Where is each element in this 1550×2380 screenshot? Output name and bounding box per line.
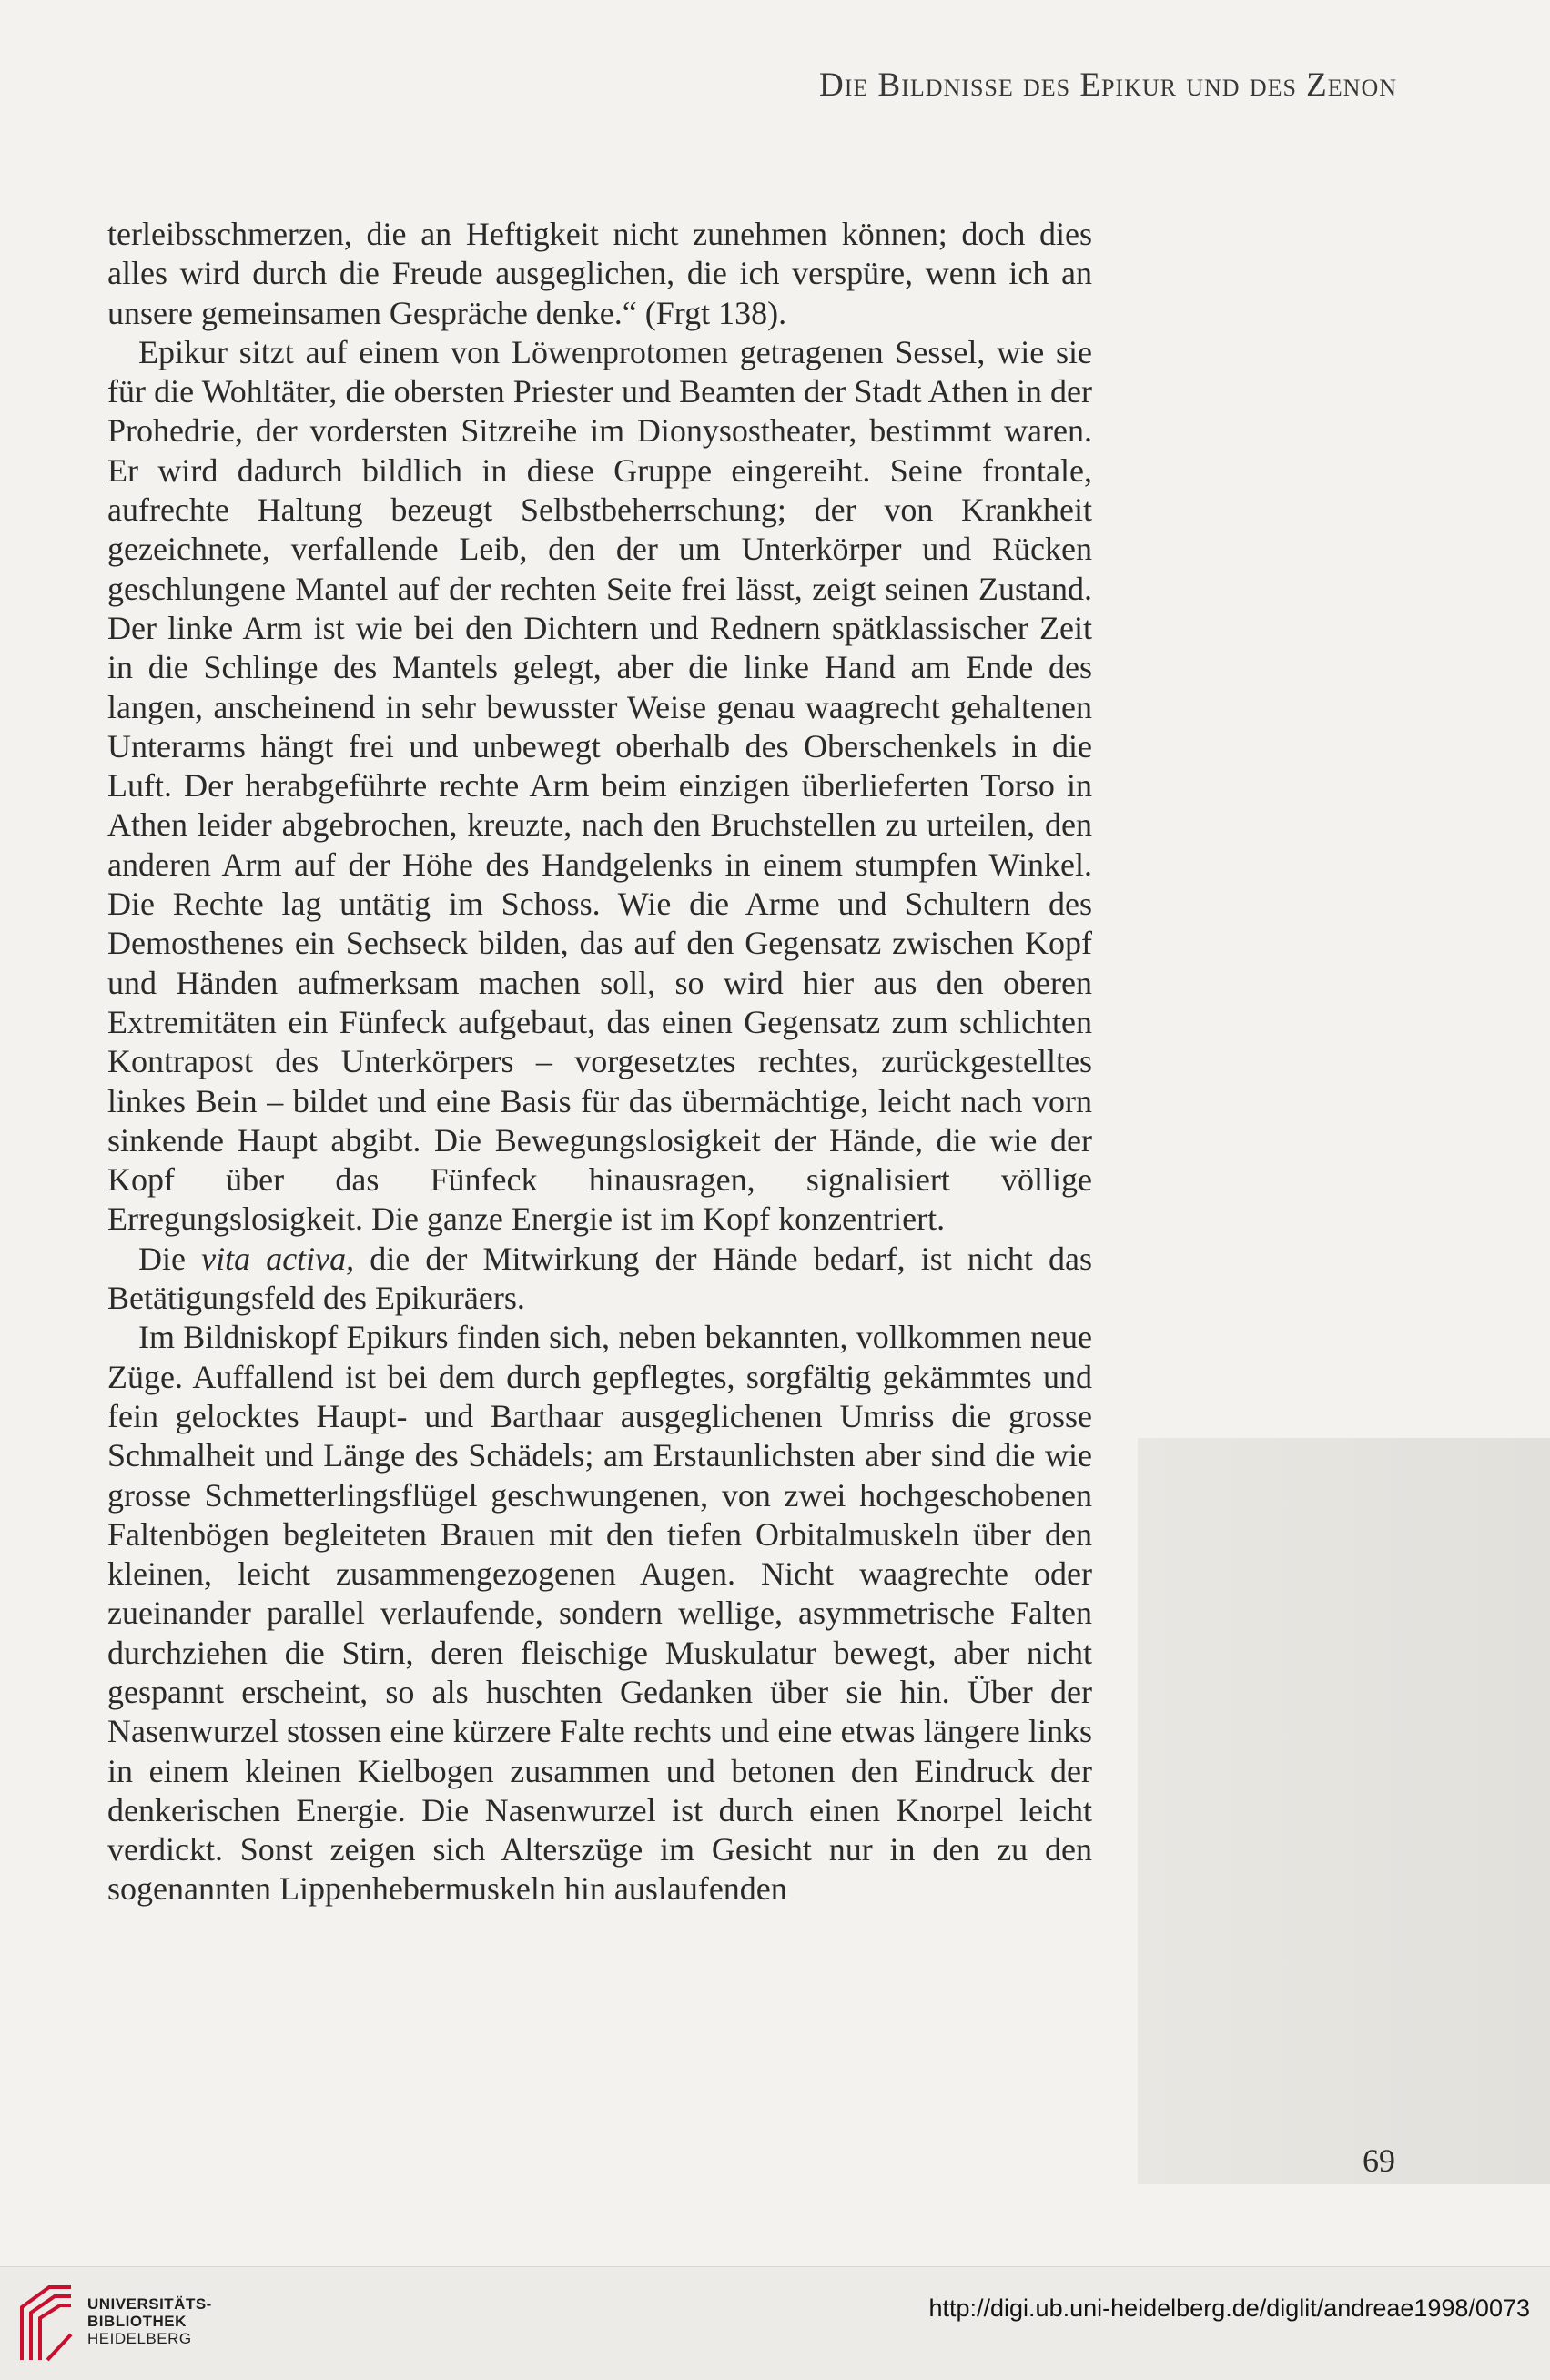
library-name-line3: HEIDELBERG — [87, 2330, 192, 2347]
paragraph-2: Epikur sitzt auf einem von Löwenprotomen getragenen Sessel, wie sie für die Wohltäter, die obersten Priester und Beamten der Stadt Athen in der Prohedrie, der vordersten Sitzreihe im Dionysostheater, bestimmt waren. Er wird dadurch bildlich in diese Gruppe eingereiht. Seine frontale, aufrechte Haltung bezeugt Selbstbeherrschung; der von Krankheit gezeichnete, verfallende Leib, den der um Unterkörper und Rücken geschlungene Mantel auf der rechten Seite frei lässt, zeigt seinen Zustand. Der linke Arm ist wie bei den Dichtern und Rednern spätklassischer Zeit in die Schlinge des Mantels gelegt, aber die linke Hand am Ende des langen, anscheinend in sehr bewusster Weise genau waagrecht gehaltenen Unterarms hängt frei und unbewegt oberhalb des Oberschenkels in die Luft. Der herabgeführte rechte Arm beim einzigen überlieferten Torso in Athen leider abgebrochen, kreuzte, nach den Bruchstellen zu urteilen, den anderen Arm auf der Höhe des Handgelenks in einem stumpfen Winkel. Die Rechte lag untätig im Schoss. Wie die Arme und Schultern des Demosthenes ein Sechseck bilden, das auf den Gegensatz zwischen Kopf und Händen aufmerksam machen soll, so wird hier aus den oberen Extremitäten ein Fünfeck aufgebaut, das einen Gegensatz zum schlichten Kontrapost des Unterkörpers – vorgesetztes rechtes, zurückgestelltes linkes Bein – bildet und eine Basis für das übermächtige, leicht nach vorn sinkende Haupt abgibt. Die Bewegungslosigkeit der Hände, die wie der Kopf über das Fünfeck hinausragen, signalisiert völlige Erregungslosigkeit. Die ganze Energie ist im Kopf konzentriert. — [107, 333, 1092, 1238]
footer-bar — [0, 2266, 1550, 2380]
paragraph-3-rest: die der Mitwirkung der Hände bedarf, ist nicht das Betätigungsfeld des Epikuräers. — [107, 1240, 1092, 1317]
logo-stroke-diagonal — [47, 2334, 71, 2360]
paragraph-3-lead: Die — [138, 1240, 202, 1277]
library-name-line2: BIBLIOTHEK — [87, 2313, 187, 2330]
italic-term: vita activa, — [201, 1240, 355, 1277]
page-edge-shadow — [1138, 1438, 1550, 2184]
paragraph-4: Im Bildniskopf Epikurs finden sich, neben bekannten, vollkommen neue Züge. Auffallend ist bei dem durch gepflegtes, sorgfältig gekämmtes und fein gelocktes Haupt- und Barthaar ausgeglichenen Umriss die grosse Schmalheit und Länge des Schädels; am Erstaunlichsten aber sind die wie grosse Schmetterlingsflügel geschwungenen, von zwei hochgeschobenen Faltenbögen begleiteten Brauen mit den tiefen Orbitalmuskeln über den kleinen, leicht zusammengezogenen Augen. Nicht waagrechte oder zueinander parallel verlaufende, sondern wellige, asymmetrische Falten durchziehen die Stirn, deren fleischige Muskulatur bewegt, aber nicht gespannt erscheint, so als huschten Gedanken über sie hin. Über der Nasenwurzel stossen eine kürzere Falte rechts und eine etwas längere links in einem kleinen Kielbogen zusammen und betonen den Eindruck der denkerischen Energie. Die Nasenwurzel ist durch einen Knorpel leicht verdickt. Sonst zeigen sich Alterszüge im Gesicht nur in den zu den sogenannten Lippenhebermuskeln hin auslaufenden — [107, 1319, 1092, 1908]
source-url-link[interactable]: http://digi.ub.uni-heidelberg.de/diglit/andreae1998/0073 — [928, 2294, 1530, 2322]
paragraph-3 — [107, 1240, 1092, 1319]
page-number: 69 — [1363, 2142, 1395, 2179]
library-name-line1: UNIVERSITÄTS- — [87, 2295, 212, 2313]
library-logo-icon[interactable] — [15, 2280, 78, 2364]
paragraph-1: terleibsschmerzen, die an Heftigkeit nicht zunehmen können; doch dies alles wird durch die Freude ausgeglichen, die ich verspüre, wenn ich an unsere gemeinsamen Gespräche denke.“ (Frgt 138). — [107, 216, 1092, 331]
body-text — [107, 215, 1092, 1909]
library-name — [87, 2295, 212, 2347]
running-head: Die Bildnisse des Epikur und des Zenon — [819, 66, 1397, 104]
